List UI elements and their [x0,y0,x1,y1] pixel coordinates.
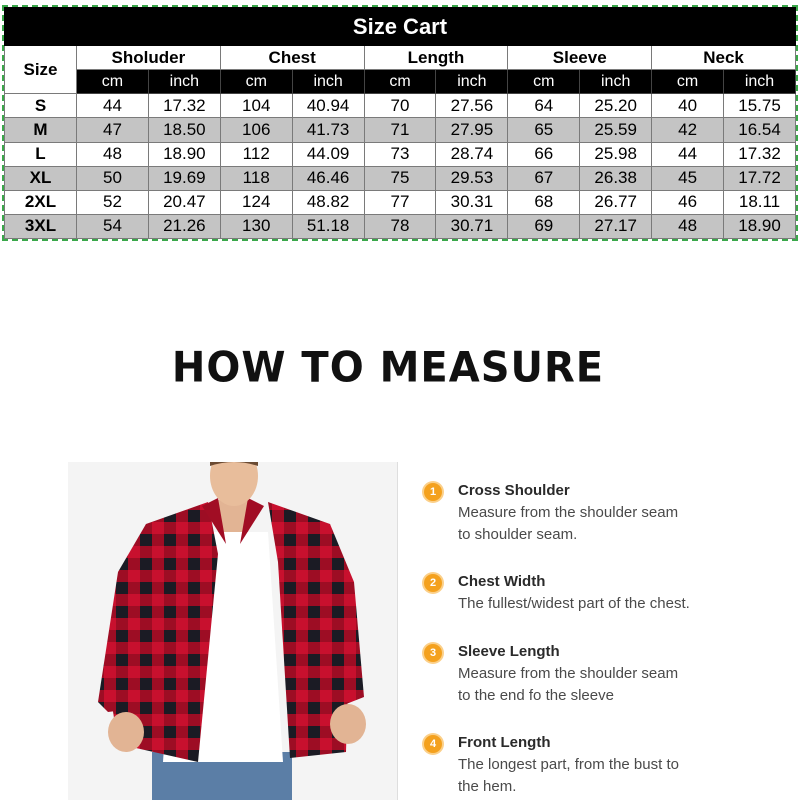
size-chart-table [4,7,796,239]
table-cell: 124 [220,190,292,214]
unit-header: cm [652,70,724,94]
size-cell: L [5,142,77,166]
table-cell: 46 [652,190,724,214]
table-cell: 104 [220,94,292,118]
table-cell: 16.54 [724,118,796,142]
table-cell: 26.38 [580,166,652,190]
size-cell: M [5,118,77,142]
step-number-badge: 4 [424,735,442,753]
unit-header: cm [77,70,149,94]
unit-header: inch [292,70,364,94]
table-cell: 130 [220,214,292,238]
table-cell: 46.46 [292,166,364,190]
step-number-badge: 1 [424,483,442,501]
table-row [5,142,796,166]
table-cell: 44.09 [292,142,364,166]
unit-header: inch [148,70,220,94]
group-header-sleeve: Sleeve [508,46,652,70]
table-cell: 78 [364,214,436,238]
table-cell: 26.77 [580,190,652,214]
table-cell: 25.59 [580,118,652,142]
table-cell: 66 [508,142,580,166]
step-number-badge: 2 [424,574,442,592]
table-cell: 30.71 [436,214,508,238]
size-column-header: Size [5,46,77,94]
table-cell: 64 [508,94,580,118]
step-title: Sleeve Length [458,643,560,660]
table-cell: 44 [652,142,724,166]
step-title: Front Length [458,734,551,751]
table-cell: 40 [652,94,724,118]
table-cell: 27.56 [436,94,508,118]
step-front-length [424,732,679,798]
table-cell: 48.82 [292,190,364,214]
table-cell: 73 [364,142,436,166]
table-cell: 25.98 [580,142,652,166]
step-title: Cross Shoulder [458,482,570,499]
table-cell: 54 [77,214,149,238]
unit-header: inch [724,70,796,94]
table-cell: 48 [652,214,724,238]
step-description: Measure from the shoulder seam to the end fo the sleeve [458,665,679,704]
table-row [5,94,796,118]
unit-header: inch [436,70,508,94]
table-row [5,214,796,238]
table-cell: 27.95 [436,118,508,142]
table-cell: 17.32 [148,94,220,118]
table-cell: 18.90 [724,214,796,238]
table-cell: 45 [652,166,724,190]
unit-header: cm [508,70,580,94]
table-cell: 15.75 [724,94,796,118]
table-cell: 106 [220,118,292,142]
table-cell: 18.11 [724,190,796,214]
step-cross-shoulder [424,480,678,546]
step-number-badge: 3 [424,644,442,662]
size-chart [2,5,798,241]
table-row [5,166,796,190]
table-cell: 77 [364,190,436,214]
group-header-neck: Neck [652,46,796,70]
table-cell: 28.74 [436,142,508,166]
step-description: The longest part, from the bust to the hem. [458,756,679,795]
left-hand [108,712,144,752]
table-cell: 48 [77,142,149,166]
unit-header: cm [220,70,292,94]
table-cell: 112 [220,142,292,166]
group-header-length: Length [364,46,508,70]
table-cell: 50 [77,166,149,190]
table-cell: 21.26 [148,214,220,238]
how-to-measure-title: HOW TO MEASURE [171,343,605,393]
table-cell: 47 [77,118,149,142]
right-hand [330,704,366,744]
unit-header: inch [580,70,652,94]
size-cell: 3XL [5,214,77,238]
size-cell: XL [5,166,77,190]
unit-header: cm [364,70,436,94]
table-cell: 18.90 [148,142,220,166]
step-description: The fullest/widest part of the chest. [458,595,690,612]
size-cell: 2XL [5,190,77,214]
group-header-shoulder: Sholuder [77,46,221,70]
table-cell: 27.17 [580,214,652,238]
table-cell: 69 [508,214,580,238]
table-cell: 68 [508,190,580,214]
table-cell: 75 [364,166,436,190]
table-cell: 17.72 [724,166,796,190]
table-cell: 29.53 [436,166,508,190]
size-chart-title: Size Cart [5,8,796,46]
table-cell: 71 [364,118,436,142]
table-row [5,118,796,142]
table-cell: 19.69 [148,166,220,190]
table-cell: 17.32 [724,142,796,166]
step-description: Measure from the shoulder seam to shoulder seam. [458,504,679,543]
table-cell: 40.94 [292,94,364,118]
table-cell: 67 [508,166,580,190]
step-title: Chest Width [458,573,546,590]
table-cell: 51.18 [292,214,364,238]
table-cell: 44 [77,94,149,118]
table-cell: 42 [652,118,724,142]
table-cell: 52 [77,190,149,214]
table-cell: 18.50 [148,118,220,142]
table-cell: 65 [508,118,580,142]
table-row [5,190,796,214]
table-cell: 118 [220,166,292,190]
group-header-chest: Chest [220,46,364,70]
model-illustration [68,462,398,800]
model-photo [68,462,398,800]
table-cell: 41.73 [292,118,364,142]
table-cell: 25.20 [580,94,652,118]
size-cell: S [5,94,77,118]
table-cell: 30.31 [436,190,508,214]
step-sleeve-length [424,641,678,707]
step-chest-width [424,571,690,615]
table-cell: 20.47 [148,190,220,214]
table-cell: 70 [364,94,436,118]
